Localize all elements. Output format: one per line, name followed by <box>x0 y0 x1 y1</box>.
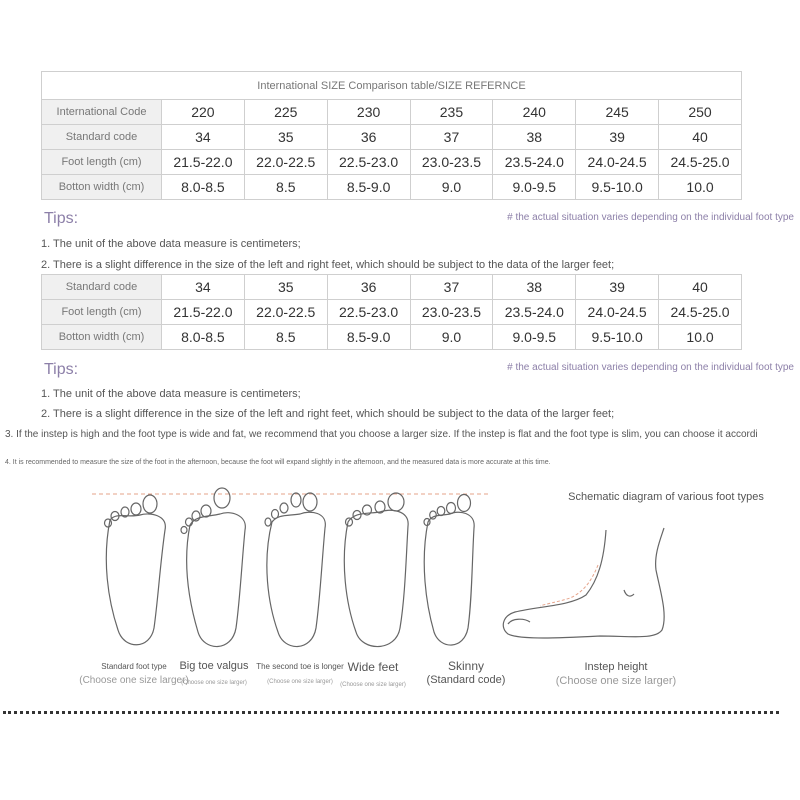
table-cell: 39 <box>576 275 659 300</box>
foot-label-sub: (Standard code) <box>426 674 506 686</box>
tip-line: 2. There is a slight difference in the size of the left and right feet, which should be subject to the data of the larger feet; <box>41 408 615 420</box>
table-cell: 9.0-9.5 <box>493 175 576 200</box>
foot-label <box>418 659 514 686</box>
table-cell: 9.5-10.0 <box>576 175 659 200</box>
row-label: Foot length (cm) <box>42 150 162 175</box>
tips-title: Tips: <box>44 210 79 227</box>
table-cell: 240 <box>493 100 576 125</box>
table-cell: 22.0-22.5 <box>244 150 327 175</box>
table-cell: 8.5 <box>244 325 327 350</box>
table-cell: 23.0-23.5 <box>410 150 493 175</box>
foot-label-name: The second toe is longer <box>256 662 344 671</box>
tip-line: 3. If the instep is high and the foot type is wide and fat, we recommend that you choose a larger size. If the instep is flat and the foot type is slim, you can choose it accordi <box>5 429 758 440</box>
table-cell: 8.5-9.0 <box>327 325 410 350</box>
size-table-title: International SIZE Comparison table/SIZE REFERNCE <box>42 72 742 100</box>
table-cell: 9.0-9.5 <box>493 325 576 350</box>
foot-label-sub: (Choose one size larger) <box>555 675 677 687</box>
tips-note: # the actual situation varies depending on the individual foot type <box>507 362 794 373</box>
table-cell: 35 <box>244 275 327 300</box>
table-cell: 36 <box>327 275 410 300</box>
table-cell: 24.0-24.5 <box>576 300 659 325</box>
row-label: Standard code <box>42 275 162 300</box>
long-second-toe-icon <box>265 493 325 647</box>
table-cell: 24.5-25.0 <box>659 150 742 175</box>
big-toe-valgus-icon <box>181 488 245 647</box>
table-cell: 24.5-25.0 <box>659 300 742 325</box>
table-cell: 21.5-22.0 <box>162 300 245 325</box>
tip-line: 1. The unit of the above data measure is centimeters; <box>41 388 301 400</box>
table-cell: 8.5-9.0 <box>327 175 410 200</box>
foot-label <box>540 661 692 687</box>
table-cell: 39 <box>576 125 659 150</box>
foot-label-name: Big toe valgus <box>179 660 249 672</box>
table-cell: 22.5-23.0 <box>327 300 410 325</box>
tip-line: 2. There is a slight difference in the size of the left and right feet, which should be subject to the data of the larger feet; <box>41 259 615 271</box>
table-cell: 9.0 <box>410 325 493 350</box>
foot-label-sub: (Choose one size larger) <box>267 679 333 685</box>
foot-label-sub: (Choose one size larger) <box>79 675 189 686</box>
table-cell: 10.0 <box>659 175 742 200</box>
instep-curve-icon <box>540 565 598 606</box>
table-cell: 9.0 <box>410 175 493 200</box>
table-cell: 8.0-8.5 <box>162 325 245 350</box>
row-label: Standard code <box>42 125 162 150</box>
table-cell: 230 <box>327 100 410 125</box>
table-cell: 9.5-10.0 <box>576 325 659 350</box>
table-cell: 37 <box>410 125 493 150</box>
table-cell: 8.5 <box>244 175 327 200</box>
table-cell: 35 <box>244 125 327 150</box>
row-label: International Code <box>42 100 162 125</box>
foot-label-sub: (Choose one size larger) <box>340 682 406 688</box>
table-cell: 21.5-22.0 <box>162 150 245 175</box>
tip-line-small: 4. It is recommended to measure the size of the foot in the afternoon, because the foot will expand slightly in the afternoon, and the measured data is more accurate at this time. <box>5 459 551 466</box>
row-label: Botton width (cm) <box>42 325 162 350</box>
table-cell: 10.0 <box>659 325 742 350</box>
table-cell: 37 <box>410 275 493 300</box>
table-cell: 23.0-23.5 <box>410 300 493 325</box>
tip-line: 1. The unit of the above data measure is centimeters; <box>41 238 301 250</box>
table-cell: 8.0-8.5 <box>162 175 245 200</box>
wide-foot-icon <box>344 493 408 647</box>
table-cell: 24.0-24.5 <box>576 150 659 175</box>
tips-note: # the actual situation varies depending on the individual foot type <box>507 212 794 223</box>
foot-label-name: Skinny <box>447 659 485 673</box>
table-cell: 22.5-23.0 <box>327 150 410 175</box>
table-cell: 40 <box>659 125 742 150</box>
table-cell: 34 <box>162 275 245 300</box>
table-cell: 38 <box>493 275 576 300</box>
foot-label <box>330 660 416 688</box>
foot-label-name: Wide feet <box>347 660 399 674</box>
table-cell: 40 <box>659 275 742 300</box>
foot-label-name: Instep height <box>584 661 648 673</box>
table-cell: 23.5-24.0 <box>493 300 576 325</box>
skinny-foot-icon <box>424 495 474 646</box>
row-label: Foot length (cm) <box>42 300 162 325</box>
diagram-title: Schematic diagram of various foot types <box>568 491 764 503</box>
table-cell: 245 <box>576 100 659 125</box>
instep-side-view-icon <box>503 528 664 638</box>
table-cell: 225 <box>244 100 327 125</box>
table-cell: 22.0-22.5 <box>244 300 327 325</box>
foot-label-sub: (Choose one size larger) <box>181 680 247 686</box>
table-cell: 235 <box>410 100 493 125</box>
row-label: Botton width (cm) <box>42 175 162 200</box>
standard-foot-icon <box>105 495 166 645</box>
dotted-divider <box>3 711 779 714</box>
table-cell: 23.5-24.0 <box>493 150 576 175</box>
table-cell: 250 <box>659 100 742 125</box>
table-cell: 38 <box>493 125 576 150</box>
tips-title: Tips: <box>44 361 79 378</box>
foot-label-name: Standard foot type <box>101 662 167 671</box>
table-cell: 36 <box>327 125 410 150</box>
table-cell: 34 <box>162 125 245 150</box>
foot-label <box>164 660 264 686</box>
table-cell: 220 <box>162 100 245 125</box>
